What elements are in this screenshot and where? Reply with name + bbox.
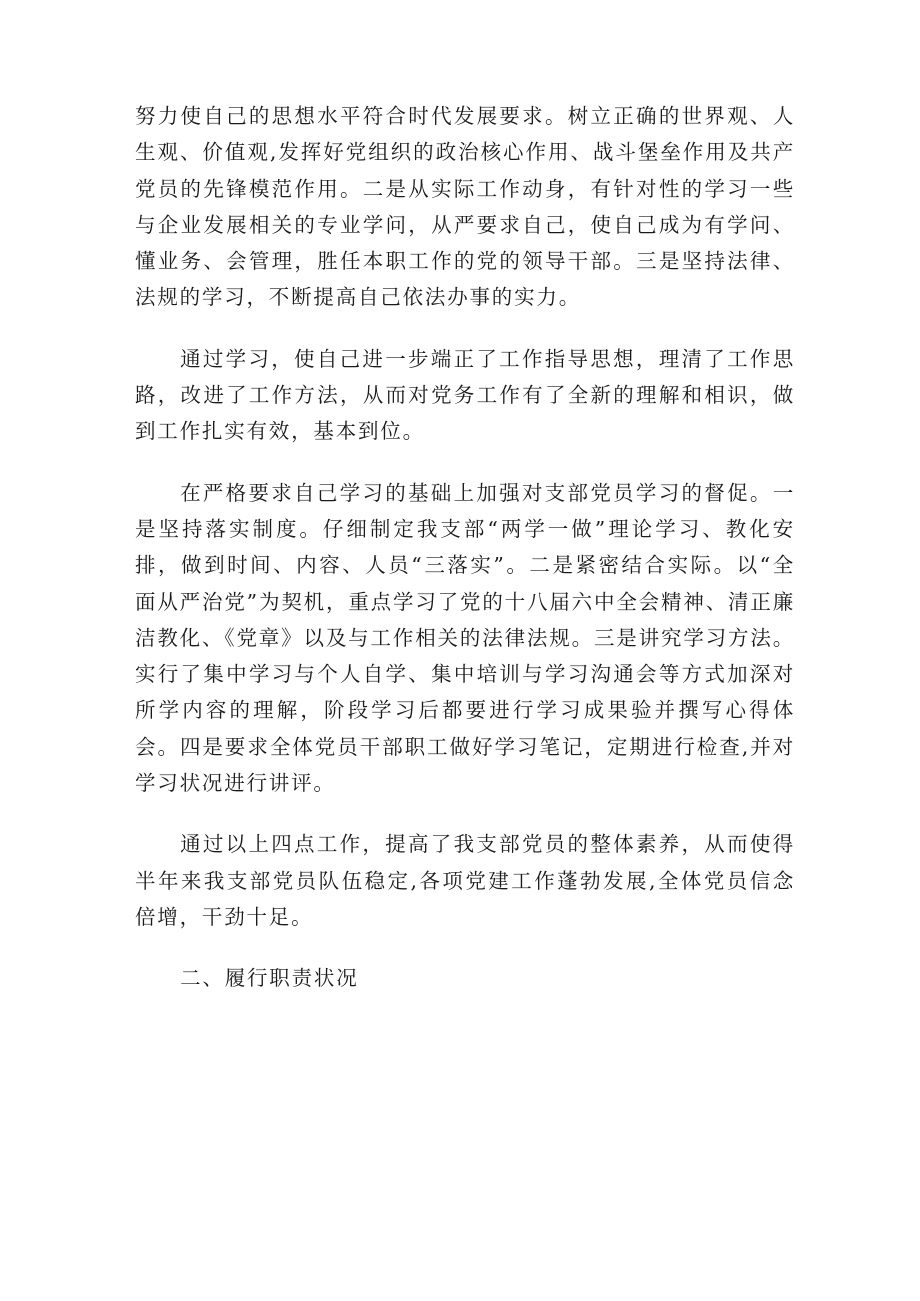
paragraph-branch-study: 在严格要求自己学习的基础上加强对支部党员学习的督促。一是坚持落实制度。仔细制定我支部“两学一做”理论学习、教化安排，做到时间、内容、人员“三落实”。二是紧密结合实际。以“全面从严治党”为契机，重点学习了党的十八届六中全会精神、清正廉洁教化、《党章》以及与工作相关的法律法规。三是讲究学习方法。实行了集中学习与个人自学、集中培训与学习沟通会等方式加深对所学内容的理解，阶段学习后都要进行学习成果验并撰写心得体会。四是要求全体党员干部职工做好学习笔记，定期进行检查,并对学习状况进行讲评。 [135,480,795,796]
section-heading: 二、履行职责状况 [180,966,359,991]
paragraph-summary: 通过以上四点工作，提高了我支部党员的整体素养，从而使得半年来我支部党员队伍稳定,各项党建工作蓬勃发展,全体党员信念倍增，干劲十足。 [135,832,795,929]
document-body [135,98,795,997]
paragraph-continued: 努力使自己的思想水平符合时代发展要求。树立正确的世界观、人生观、价值观,发挥好党组织的政治核心作用、战斗堡垒作用及共产党员的先锋模范作用。二是从实际工作动身，有针对性的学习一些与企业发展相关的专业学问，从严要求自己，使自己成为有学问、懂业务、会管理，胜任本职工作的党的领导干部。三是坚持法律、法规的学习，不断提高自己依法办事的实力。 [135,104,795,310]
paragraph-study-results: 通过学习，使自己进一步端正了工作指导思想，理清了工作思路，改进了工作方法，从而对党务工作有了全新的理解和相识，做到工作扎实有效，基本到位。 [135,346,795,444]
